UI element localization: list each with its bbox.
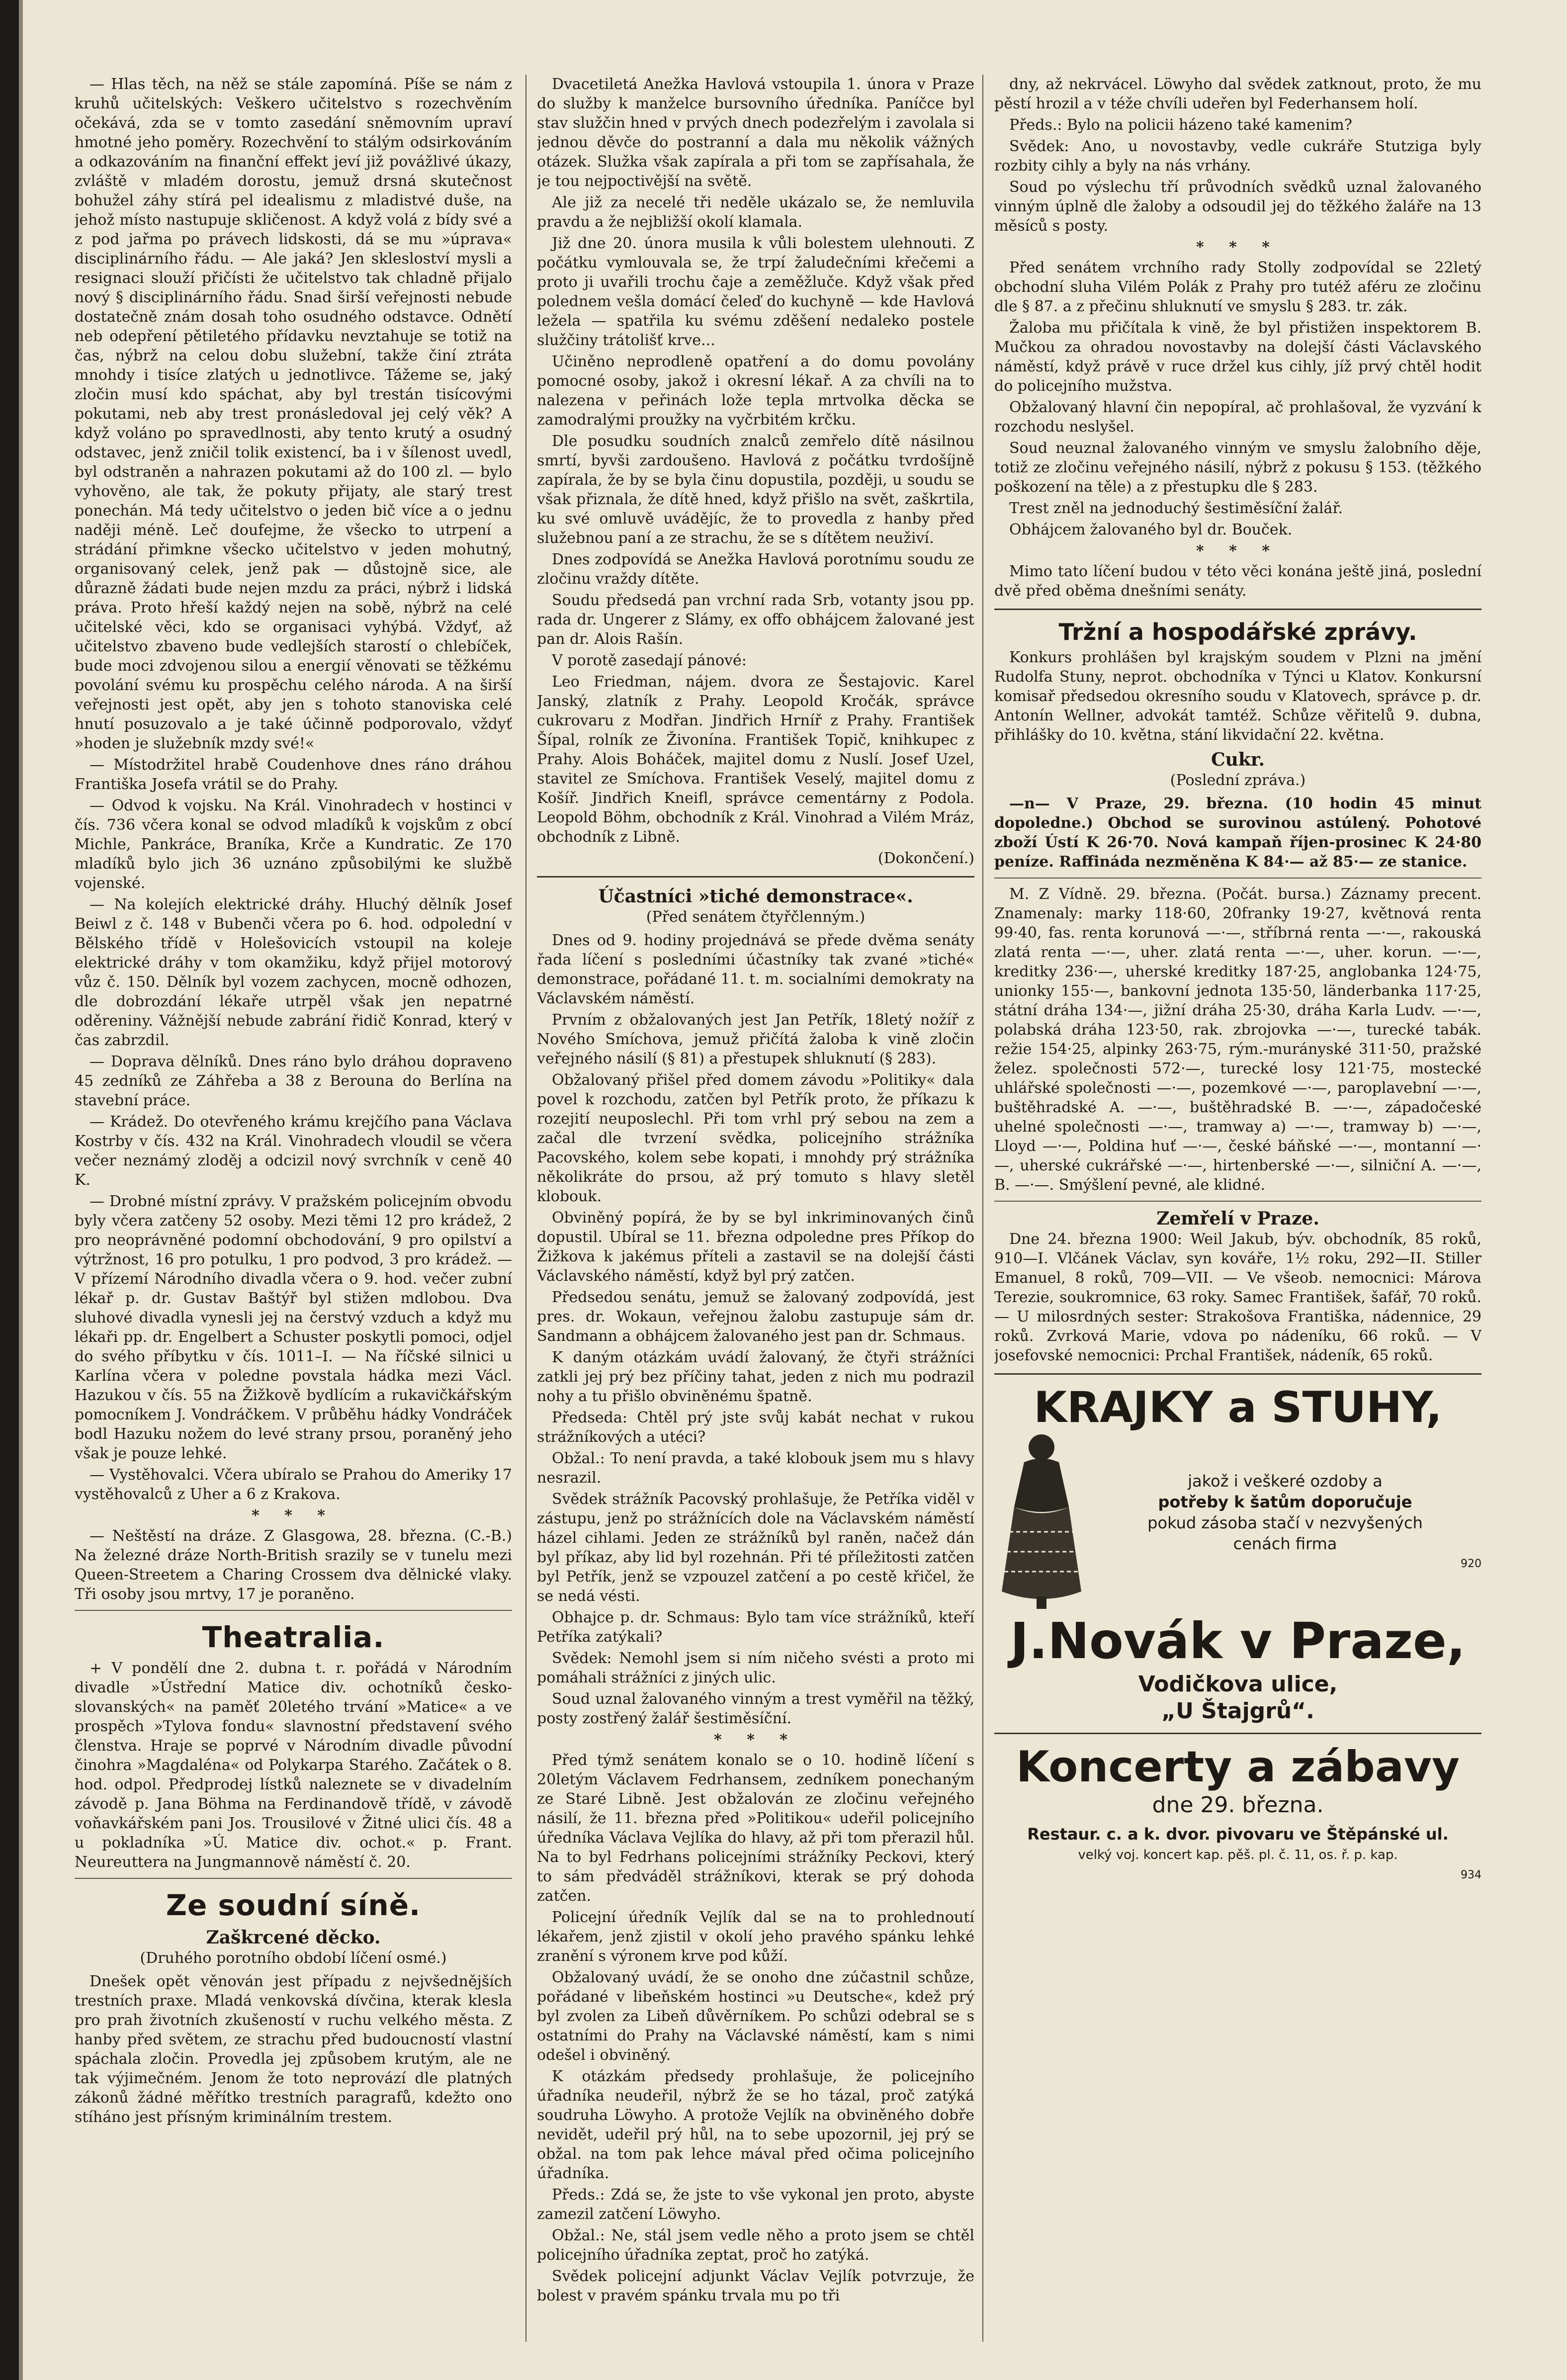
vienna-bourse: M. Z Vídně. 29. března. (Počát. bursa.) Záznamy precent. Znamenaly: marky 118·60, 20franky 19·27, květnová renta 99·40, fas. renta korunová —·—, stříbrná renta —·—, rakouská zlatá renta —·—, uher. zlatá renta —·—, uher. korun. —·—, kreditky 236·—, uherské kreditky 187·25, anglobanka 124·75, unionky 155·—, bankovní jednota 135·50, länderbanka 117·25, státní dráha 134·—, jižní dráha 25·30, dráha Karla Ludv. —·—, polabská dráha 123·50, rak. zbrojovka —·—, turecké tabák. režie 154·25, alpinky 263·75, rým.-murányské 311·50, pražské želez. společnosti 572·—, turecké losy 121·75, mostecké uhlářské společnosti —·—, pozemkové —·—, paroplavební —·—, buštěhradské A. —·—, buštěhradské B. —·—, západočeské uhelné společnosti —·—, tramway a) —·—, tramway b) —·—, Lloyd —·—, Poldina huť —·—, české báňské —·—, montanní —·—, uherské cukrářské —·—, hirtenberské —·—, silniční A. —·—, B. —·—. Smýšlení pevné, ale klidné. <box>994 885 1481 1194</box>
ad-street: Vodičkova ulice, <box>1138 1672 1338 1697</box>
article-teachers: — Hlas těch, na něž se stále zapomíná. Píše se nám z kruhů učitelských: Veškero učitelstvo s rozechvěním očekává, zda se v tomto zasedání sněmovním upraví hmotné jeho poměry. Rozechvění to stálým odsirkováním a odkazováním na finanční effekt jeví již povážlivé úkazy, zvláště v mladém dorostu, jemuž drsná skutečnost bohužel záhy stírá pel idealismu z mladistvé duše, na jehož místo nastupuje skličenost. A když volá z bídy své a z pod jařma po právech lidskosti, dá se mu »úprava« disciplinárního řádu. — Ale jaká? Jen sklesloství mysli a resignaci slouží přičísti že učitelstvo tak chladně přijalo nový § disciplinárního řádu. Snad širší veřejnosti nebude dostatečně znám dosah toho osudného odstavce. Odnětí neb odepření pětiletého přídavku nevztahuje se totiž na čas, nýbrž na celou dobu služební, takže činí ztráta mnohdy i tisíce zlatých u jednotlivce. Tážeme se, jaký zločin musí kdo spáchat, aby byl trestán tisícovými pokutami, neb aby trest pronásledoval jej celý věk? A když voláno po spravedlnosti, aby tento krutý a osudný odstavec, jenž zničil tolik existencí, ba i v šílenost uvedl, byl odstraněn a nahrazen pokutami až do 100 zl. — bylo vyhověno, ale tak, že pokuty přijaty, ale starý trest ponechán. Má tedy učitelstvo o jeden bič více a o jednu naději méně. Leč doufejme, že všecko to utrpení a strádání přimkne všecko učitelstvo v jeden mohutný, organisovaný celek, jenž pak — důstojně sice, ale důrazně žádati bude nejen mzdu za práci, nýbrž i lidská práva. Proto hřeší každý nejen na sobě, nýbrž na celé učitelské věci, kdo se organisaci vyhýbá. Vždyť, až učitelstvo zbaveno bude vedlejších starostí o chlebíček, bude moci zdvojenou silou a energií věnovati se těžkému povolání svému ku prospěchu celého národa. A na širší veřejnosti jest opět, aby jen s tohoto stanoviska celé hnutí posuzovalo a je také účinně podporovalo, vždyť »hoden je služebník mzdy své!« <box>75 76 512 752</box>
ad-line: Restaur. c. a k. dvor. pivovaru ve Štěpánské ul. <box>1027 1825 1449 1844</box>
demo-paragraph: Soud uznal žalovaného vinným a trest vyměřil na těžký, posty zostřený žalář šestiměsíční. <box>537 1690 974 1727</box>
divider <box>75 1878 512 1879</box>
ad-headline: Koncerty a zábavy <box>1016 1742 1460 1792</box>
article-governor: — Místodržitel hrabě Coudenhove dnes ráno dráhou Františka Josefa vrátil se do Prahy. <box>75 756 512 793</box>
ad-headline: KRAJKY a STUHY, <box>1034 1383 1442 1432</box>
case-paragraph: Soudu předsedá pan vrchní rada Srb, votanty jsou pp. rada dr. Ungerer z Slámy, ex offo obhájcem žalované jest pan dr. Alois Rašín. <box>537 592 974 648</box>
ad-firm: J.Novák v Praze, <box>1010 1612 1466 1670</box>
demo-paragraph: Svědek: Nemohl jsem si ním ničeho svésti a proto mi pomáhali strážníci z jiných ulic. <box>537 1650 974 1686</box>
ad-line: jakož i veškeré ozdoby a <box>1188 1471 1383 1491</box>
second-case-paragraph: Obžal.: Ne, stál jsem vedle něho a proto jsem se chtěl policejního úřadníka zeptat, proč ho zatýká. <box>537 2227 974 2264</box>
demo-paragraph: Prvním z obžalovaných jest Jan Petřík, 18letý nožíř z Nového Smíchova, jemuž přičítá žaloba k vině zločin veřejného násilí (§ 81) a přestupek shluknutí (§ 283). <box>537 1011 974 1067</box>
section-stars: * * * <box>252 1507 335 1524</box>
stolly-paragraph: Před senátem vrchního rady Stolly zodpovídal se 22letý obchodní sluha Vilém Polák z Prahy pro tutéž aféru ze zločinu dle § 87. a z přečinu shluknutí ve smyslu § 283. tr. zák. <box>994 259 1481 315</box>
jury-list: Leo Friedman, nájem. dvora ze Šestajovic. Karel Janský, zlatník z Prahy. Leopold Kročák, správce cukrovaru z Modřan. Jindřich Hrníř z Prahy. František Šípal, rolník ze Živonína. František Topič, knihkupec z Prahy. Alois Boháček, majitel domu z Nuslí. Josef Uzel, stavitel ze Smíchova. František Veselý, majitel domu z Košíř. Jindřich Kneifl, správce cementárny z Podola. Leopold Böhm, obchodník z Král. Vinohrad a Vilém Mráz, obchodník z Libně. <box>537 673 974 846</box>
demo-paragraph: Obžalovaný přišel před domem závodu »Politiky« dala povel k rozchodu, zatčen byl Petřík proto, že příkazu k rozejití neuposlechl. Při tom vrhl prý sebou na zem a začal dle tvrzení svědka, policejního strážníka Pacovského, kolem sebe kopati, i mnohdy prý strážníka několikráte do prsou, až prý tomuto s hlavy sletěl klobouk. <box>537 1071 974 1205</box>
case-paragraph: Již dne 20. února musila k vůli bolestem ulehnouti. Z počátku vymlouvala se, že trpí žaludečními křečemi a proto ji uvařili trochu čaje a zeměžluče. Když však před polednem vešla domácí čeleď do kuchyně — kde Havlová ležela — spatřila ku svému zděšení nedaleko postele služčiny trátolišť krve... <box>537 235 974 349</box>
article-recruitment: — Odvod k vojsku. Na Král. Vinohradech v hostinci v čís. 736 včera konal se odvod mladíků k vojskům z obcí Michle, Pankráce, Braníka, Krče a Kundratic. Ze 170 mladíků bylo jich 36 uznáno způsobilými ke službě vojenské. <box>75 797 512 892</box>
ad-number: 934 <box>1461 1869 1481 1881</box>
case-paragraph: Dnes zodpovídá se Anežka Havlová porotnímu soudu ze zločinu vraždy dítěte. <box>537 551 974 588</box>
sugar-title: Cukr. <box>1211 749 1265 770</box>
column-3 <box>994 75 1481 2342</box>
article-local-news: — Drobné místní zprávy. V pražském policejním obvodu byly včera zatčeny 52 osoby. Mezi těmi 12 pro krádež, 2 pro neoprávněné podomní obchodování, 9 pro opilství a výtržnost, 16 pro potulku, 1 pro podvod, 3 pro krádež. — V přízemí Národního divadla včera o 9. hod. večer zubní lékař p. dr. Gustav Baštýř byl stižen mdlobou. Dva sluhové divadla vynesli jej na čerstvý vzduch a když mu lékaři pp. dr. Engelbert a Schuster poskytli pomoci, odjel do svého příbytku v čís. 1011–I. — Na říčské silnici u Karlína včera v poledne povstala hádka mezi Václ. Hazukou v čís. 55 na Žižkově bydlícím a rukavičkářským pomocníkem J. Vondráčkem. V průběhu hádky Vondráček bodl Hazuku nožem do levé strany prsou, poraněný jeho však je pouze lehké. <box>75 1193 512 1462</box>
article-workers-transport: — Doprava dělníků. Dnes ráno bylo dráhou dopraveno 45 zedníků ze Záhřeba a 38 z Berouna do Berlína na stavební práce. <box>75 1053 512 1109</box>
column-2 <box>537 75 974 2342</box>
column-rule <box>525 75 526 2342</box>
sugar-subtitle: (Poslední zpráva.) <box>1170 772 1306 789</box>
concerts-ad <box>994 1742 1481 1885</box>
stolly-paragraph: Trest zněl na jednoduchý šestiměsíční žalář. <box>1009 500 1343 517</box>
ad-number: 920 <box>1461 1557 1481 1570</box>
column-rule <box>982 75 983 2342</box>
binding-edge <box>0 0 19 2380</box>
closing-note: Mimo tato líčení budou v této věci konána ještě jiná, poslední dvě před oběma dnešními senáty. <box>994 563 1481 600</box>
case-paragraph: Dle posudku soudních znalců zemřelo dítě násilnou smrtí, byvši zardoušeno. Havlová z počátku tvrdošíjně zapírala, že by se byla činu dopustila, později, u soudu se však přiznala, že dítě hned, když přišlo na svět, zaškrtila, ku své omluvě uvádějíc, že to provedla z hanby před služebnou paní a ze strachu, že se s dítětem neuživí. <box>537 433 974 547</box>
second-case-paragraph: K otázkám předsedy prohlašuje, že policejního úřadníka neudeřil, nýbrž že se ho tázal, proč zatýká soudruha Löwyho. A protože Vejlík na obviněného dobře nevidět, udeřil prý hůl, na to sebe upozornil, jej prý se obžal. na tom pak lehce mával před očima policejního úřadníka. <box>537 2068 974 2182</box>
section-stars: * * * <box>714 1731 797 1749</box>
section-stars: * * * <box>1196 542 1280 560</box>
second-case-paragraph: Policejní úředník Vejlík dal se na to prohlednoutí lékařem, jenž zjistil v okolí jeho pravého spánku lehké zranění s výronem krve pod kůží. <box>537 1909 974 1965</box>
ad-line: cenách firma <box>1233 1534 1337 1553</box>
demo-paragraph: Dnes od 9. hodiny projednává se přede dvěma senáty řada líčení s posledními účastníky tak zvané »tiché« demonstrace, pořádané 11. t. m. socialními demokraty na Václavském náměstí. <box>537 932 974 1007</box>
sugar-report: —n— V Praze, 29. března. (10 hodin 45 minut dopoledne.) Obchod se surovinou astúlený. Pohotové zboží Ústí K 26·70. Nová kampaň říjen-prosinec K 24·80 peníze. Raffináda nezměněna K 84·— až 85·— ze stanice. <box>994 795 1481 871</box>
article-theatre: + V pondělí dne 2. dubna t. r. pořádá v Národním divadle »Ústřední Matice div. ochotníků česko-slovanských« na paměť 20letého trvání »Matice« a ve prospěch »Tylova fondu« slavnostní představení svého členstva. Hraje se poprvé v Národním divadle původní činohra »Magdaléna« od Polykarpa Starého. Začátek o 8. hod. odpol. Předprodej lístků naleznete se v divadelním závodě p. Jana Böhma na Ferdinandově třídě, v závodě voňavkářském pani Jos. Trousilové v Žitné ulici čís. 48 a u pokladníka »Ú. Matice div. ochot.« p. Frant. Neureuttera na Jungmannově náměstí č. 20. <box>75 1660 512 1871</box>
ad-date: dne 29. března. <box>1152 1792 1324 1818</box>
divider <box>994 1373 1481 1375</box>
case-end-paragraph: Svědek: Ano, u novostavby, vedle cukráře Stutziga byly rozbity cihly a byly na nás vrhány. <box>994 138 1481 175</box>
demo-paragraph: Obžal.: To není pravda, a také klobouk jsem mu s hlavy nesrazil. <box>537 1450 974 1487</box>
newspaper-page <box>75 75 1481 2342</box>
binding-shadow <box>19 0 23 2380</box>
demo-paragraph: Obviněný popírá, že by se byl inkriminovaných činů dopustil. Ubíral se 11. března odpoledne pres Příkop do Žižkova k jakémus příteli a zastavil se na dolejší části Václavského náměstí, když byl prý zatčen. <box>537 1209 974 1285</box>
ad-sign: „U Štajgrů“. <box>1161 1698 1314 1724</box>
article-railway-accident: — Neštěstí na dráze. Z Glasgowa, 28. března. (C.-B.) Na železné dráze North-British srazily se v tunelu mezi Queen-Streetem a Charing Crossem dva dělnické vlaky. Tři osoby jsou mrtvy, 17 je poraněno. <box>75 1527 512 1603</box>
column-1 <box>75 75 512 2342</box>
demo-paragraph: Předseda: Chtěl prý jste svůj kabát nechat v rukou strážníkových a utéci? <box>537 1409 974 1446</box>
deaths-title: Zemřelí v Praze. <box>1156 1208 1319 1229</box>
section-stars: * * * <box>1196 239 1280 256</box>
case-end-paragraph: Předs.: Bylo na policii házeno také kamenim? <box>1009 116 1352 134</box>
court-heading: Ze soudní síně. <box>166 1888 421 1922</box>
ad-line: pokud zásoba stačí v nezvyšených <box>1147 1513 1423 1532</box>
continued-note: (Dokončení.) <box>877 850 974 867</box>
stolly-paragraph: Obhájcem žalovaného byl dr. Bouček. <box>1009 521 1293 538</box>
case-subtitle: (Druhého porotního období líčení osmé.) <box>140 1949 447 1967</box>
dress-form-icon <box>994 1432 1089 1611</box>
demo-paragraph: Obhajce p. dr. Schmaus: Bylo tam více strážníků, kteří Petříka zatýkali? <box>537 1609 974 1646</box>
case-paragraph: Dvacetiletá Anežka Havlová vstoupila 1. února v Praze do služby k manželce bursovního úředníka. Paníčce byl stav služčin hned v prvých dnech podezřelým i zavolala si jednou děvče do postranní a dala mu několik vážných otázek. Služka však zapírala a při tom se zapřísahala, že je tou nejpoctivější na světě. <box>537 76 974 190</box>
divider <box>75 1610 512 1611</box>
divider <box>994 1201 1481 1202</box>
demo-paragraph: Svědek strážník Pacovský prohlašuje, že Petříka viděl v zástupu, jenž po strážnících dole na Václavském náměstí házel cihlami. Jeden ze strážníků byl raněn, načež dán byl příkaz, aby lid byl rozehnán. Při té příležitosti zatčen byl Petřík, jenž se vzpouzel zatčení a po cestě křičel, že se nedá vésti. <box>537 1491 974 1605</box>
demo-title: Účastníci »tiché demonstrace«. <box>598 886 913 907</box>
case-end-paragraph: dny, až nekrvácel. Löwyho dal svědek zatknout, proto, že mu pěstí hrozil a v téže chvíli udeřen byl Federhansem holí. <box>994 76 1481 112</box>
article-tram-accident: — Na kolejích elektrické dráhy. Hluchý dělník Josef Beiwl z č. 148 v Bubenči včera po 6. hod. odpolední v Bělského třídě v Holešovicích vstoupil na koleje elektrické dráhy v tom okamžiku, když přijel motorový vůz č. 150. Dělník byl vozem zachycen, mocně odhozen, dle dobrozdání lékaře utrpěl však jen nepatrné oděreniny. Vážnější nebude zabrání řidič Konrad, který v čas zabrzdil. <box>75 896 512 1049</box>
divider <box>537 876 974 878</box>
ad-line: velký voj. koncert kap. pěš. pl. č. 11, os. ř. p. kap. <box>1078 1848 1398 1862</box>
demo-subtitle: (Před senátem čtyřčlenným.) <box>646 908 866 926</box>
market-heading: Tržní a hospodářské zprávy. <box>1058 618 1417 645</box>
second-case-paragraph: Svědek policejní adjunkt Václav Vejlík potvrzuje, že bolest v pravém spánku trvala mu po tři <box>537 2268 974 2304</box>
lace-ribbons-ad <box>994 1383 1481 1725</box>
article-theft: — Krádež. Do otevřeného krámu krejčího pana Václava Kostrby v čís. 432 na Král. Vinohradech vloudil se včera večer neznámý zloděj a odcizil nový svrchník v ceně 40 K. <box>75 1113 512 1189</box>
stolly-paragraph: Obžalovaný hlavní čin nepopíral, ač prohlašoval, že vyzvání k rozchodu neslyšel. <box>994 399 1481 436</box>
divider <box>994 878 1481 879</box>
demo-paragraph: Předsedou senátu, jemuž se žalovaný zodpovídá, jest pres. dr. Wokaun, veřejnou žalobu zastupuje sám dr. Sandmann a obhájcem žalovaného jest pan dr. Schmaus. <box>537 1289 974 1345</box>
case-paragraph: Učiněno neprodleně opatření a do domu povolány pomocné osoby, jakož i okresní lékař. A za chvíli na to nalezena v peřinách lože tepla mrtvolka děcka se zamodralými proužky na vyčrbitém krčku. <box>537 353 974 429</box>
case-paragraph: V porotě zasedají pánové: <box>552 652 747 669</box>
second-case-paragraph: Obžalovaný uvádí, že se onoho dne zúčastnil schůze, pořádané v libeňském hostinci »u Deutsche«, kdež prý byl zvolen za Libeň důvěrníkem. Po schůzi odebral se s ostatními do Prahy na Václavské náměstí, kam s nimi odešel i obviněný. <box>537 1969 974 2064</box>
demo-paragraph: K daným otázkám uvádí žalovaný, že čtyři strážníci zatkli jej prý bez příčiny tahat, jeden z nich mu podrazil nohy a tu přišlo obviněnému špatně. <box>537 1349 974 1405</box>
deaths-list: Dne 24. března 1900: Weil Jakub, býv. obchodník, 85 roků, 910—I. Vlčánek Václav, syn kováře, 1½ roku, 292—II. Stiller Emanuel, 8 roků, 709—VII. — Ve všeob. nemocnici: Márova Terezie, soukromnice, 63 roky. Samec František, šafář, 70 roků. — U milosrdných sester: Strakošova Františka, nádennice, 29 roků. Zvrková Marie, vdova po nádeníku, 66 roků. — V josefovské nemocnici: Prchal František, nádeník, 65 roků. <box>994 1231 1481 1364</box>
ad-line: potřeby k šatům doporučuje <box>1158 1492 1412 1511</box>
case-end-paragraph: Soud po výslechu tří průvodních svědků uznal žalovaného vinným úplně dle žaloby a odsoudil jej do těžkého žaláře na 13 měsíců s posty. <box>994 178 1481 235</box>
case-title: Zaškrcené děcko. <box>206 1927 381 1948</box>
article-emigrants: — Vystěhovalci. Včera ubíralo se Prahou do Ameriky 17 vystěhovalců z Uher a 6 z Krakova. <box>75 1466 512 1503</box>
second-case-paragraph: Předs.: Zdá se, že jste to vše vykonal jen proto, abyste zamezil zatčení Löwyho. <box>537 2186 974 2223</box>
theatre-heading: Theatralia. <box>202 1620 385 1654</box>
divider <box>994 1733 1481 1734</box>
divider <box>994 609 1481 610</box>
second-case-paragraph: Před týmž senátem konalo se o 10. hodině líčení s 20letým Václavem Fedrhansem, zedníkem ponechaným ze Staré Libně. Jest obžalován ze zločinu veřejného násilí, že 11. března před »Politikou« udeřil policejního úředníka Václava Vejlíka do hlavy, až při tom přerazil hůl. Na to byl Fedrhans policejními strážníky Peckovi, který to sám předváděl strážníkovi, kterak se prý dohoda zatčen. <box>537 1752 974 1905</box>
stolly-paragraph: Soud neuznal žalovaného vinným ve smyslu žalobního děje, totiž ze zločinu veřejného násilí, nýbrž z pokusu § 153. (těžkého poškození na těle) a z přestupku dle § 283. <box>994 440 1481 496</box>
case-paragraph: Ale již za necelé tři neděle ukázalo se, že nemluvila pravdu a že nejbližší okolí klamala. <box>537 194 974 231</box>
stolly-paragraph: Žaloba mu přičítala k vině, že byl přistižen inspektorem B. Mučkou za ohradou novostavby na dolejší části Václavského náměstí, když právě v ruce držel kus cihly, jíž prvý chtěl hodit do policejního mužstva. <box>994 319 1481 395</box>
article-case-intro: Dnešek opět věnován jest případu z nejvšednějších trestních praxe. Mladá venkovská dívčina, kterak klesla pro prah životních zkušeností v ruchu velkého města. Z hanby před světem, ze strachu před budoucností vlastní spáchala zločin. Provedla jej způsobem krutým, ale ne tak výjimečném. Jenom že toto neprovází dle platných zákonů žádné měřítko trestních paragrafů, kdežto ono stíháno jest přísným kriminálním trestem. <box>75 1973 512 2126</box>
konkurs-notice: Konkurs prohlášen byl krajským soudem v Plzni na jmění Rudolfa Stuny, neprot. obchodníka v Týnci u Klatov. Konkursní komisař předsedou okresního soudu v Klatovech, správce p. dr. Antonín Wellner, advokát tamtéž. Schůze věřitelů 9. dubna, přihlášky do 10. května, stání likvidační 22. května. <box>994 649 1481 744</box>
